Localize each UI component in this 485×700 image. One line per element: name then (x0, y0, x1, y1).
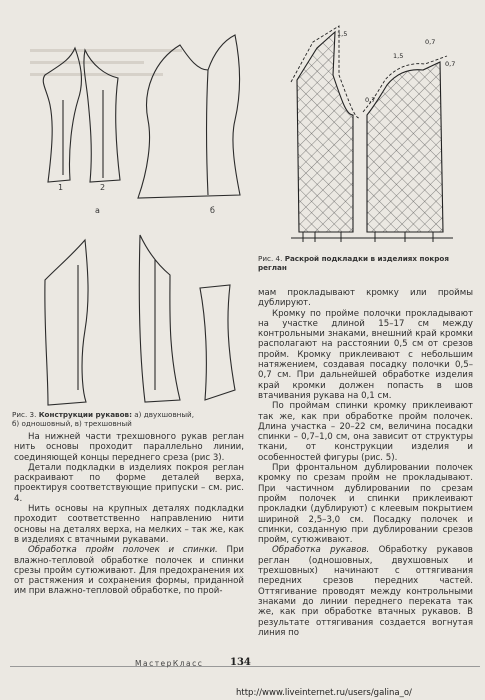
caption-4-number: Рис. 4. (258, 254, 283, 263)
label-a: а (95, 206, 100, 215)
caption-4-title: Раскрой подкладки в изделиях покроя реглан (258, 254, 449, 273)
left-paragraph-3: Нить основы на крупных деталях подкладки проходит соответственно направлению нити основы на деталях верха, на мелких – так же, как в изделиях с втачными рукавами. (14, 504, 244, 545)
label-1: 1 (58, 183, 64, 192)
sleeve-c-piece-2 (139, 235, 180, 402)
right-paragraph-5 (258, 545, 473, 638)
label-2: 2 (100, 183, 106, 192)
sleeve-a-piece-2 (84, 50, 120, 182)
left-paragraph-1: На нижней части трехшовного рукав реглан нить основы проходит параллельно линии, соединяющей концы переднего среза (рис 3). (14, 432, 244, 463)
right-paragraph-1: мам прокладывают кромку или проймы дублируют. (258, 288, 473, 309)
figure-3-caption (12, 410, 247, 429)
page-number: 134 (230, 657, 251, 668)
left-italic-rest: При влажно-тепловой обработке полочек и спинки срезы пройм сутюживают. Для предохранения их от растяжения и сохранения формы, приданной им при влажно-тепловой обработке, по прой- (14, 545, 244, 597)
dim-top-right: 0,7 (425, 38, 436, 46)
right-paragraph-2: Кромку по пройме полочки прокладывают на участке длиной 15–17 см между контрольными знаками, внешний край кромки располагают на расстоянии 0,5 см от срезов пройм. Кромку приклеивают с небольшим натяжением, создавая посадку полочки 0,5–0,7 см. При дальнейшей обработке изделия край кромки должен попасть в шов втачивания рукава на 0,1 см. (258, 308, 473, 401)
figure-4-lining-layout (255, 20, 470, 245)
right-italic-rest: Обработку рукавов реглан (одношовных, двухшовных и трехшовных) начинают с оттягивания передних срезов передних частей. Оттягивание проводят между контрольными знаками до линии переднего переката так же, как при обработке втачных рукавов. В результате оттягивания создается вогнутая линия по (258, 545, 473, 638)
figure-3-sleeve-patterns (30, 30, 250, 410)
left-column (14, 432, 244, 597)
left-paragraph-4 (14, 545, 244, 596)
left-italic-lead: Обработка пройм полочек и спинки. (28, 545, 218, 556)
source-url: http://www.liveinternet.ru/users/galina_o/ (236, 688, 412, 698)
sleeve-c-piece-1 (45, 240, 88, 405)
caption-3-rest-2: б) одношовный, в) трехшовный (12, 419, 132, 429)
dim-top-left: 1,5 (337, 30, 348, 38)
caption-3-number: Рис. 3. (12, 410, 37, 419)
right-paragraph-3: По проймам спинки кромку приклеивают так же, как при обработке пройм полочек. Длина участка – 20–22 см, величина посадки спинки – 0,7–1,0 см, она зависит от структуры ткани, от конструкции изделия и особенностей фигуры (рис. 5). (258, 401, 473, 463)
lining-piece-left (297, 32, 353, 232)
lining-piece-right (367, 62, 443, 232)
right-paragraph-4: При фронтальном дублировании полочек кромку по срезам пройм не прокладывают. При частичном дублировании по срезам пройм полочек и спинки приклеивают прокладки (дублируют) с клеевым покрытием шириной 2,5–3,0 см. Посадку полочек и спинки, созданную при дублировании срезов пройм, сутюживают. (258, 463, 473, 546)
footer-brand: МастерКласс (135, 659, 204, 668)
figure-4-caption (258, 254, 473, 273)
sleeve-c-piece-3 (200, 285, 235, 400)
right-italic-lead: Обработка рукавов. (272, 545, 370, 556)
dim-mid: 0,7 (365, 96, 376, 104)
sleeve-b (138, 35, 240, 198)
caption-3-rest-1: а) двухшовный, (131, 410, 195, 419)
dim-right: 0,7 (445, 60, 456, 68)
dim-left: 1,5 (393, 52, 404, 60)
label-b: б (210, 206, 215, 215)
left-paragraph-2: Детали подкладки в изделиях покроя реглан раскраивают по форме деталей верха, проектируя соответствующие припуски – см. рис. 4. (14, 462, 244, 504)
sleeve-a-piece-1 (43, 48, 81, 182)
right-column (258, 288, 473, 638)
caption-3-title: Конструкции рукавов: (38, 410, 132, 419)
